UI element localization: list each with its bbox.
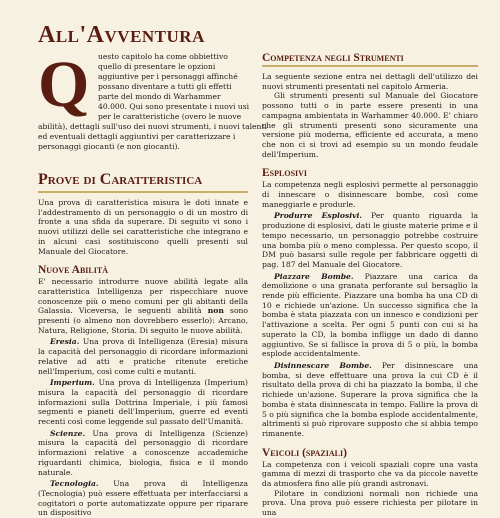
abilita-non: non	[207, 306, 224, 316]
right-column	[262, 52, 478, 518]
intro-line: 40.000. Qui sono presentate i nuovi usi	[98, 102, 250, 111]
heading-esplosivi: Esplosivi	[262, 167, 308, 180]
dropcap	[38, 48, 94, 121]
esplosivi-produrre	[262, 211, 478, 269]
intro-block	[38, 48, 267, 161]
paragraph-strumenti-2: Gli strumenti presenti sul Manuale del Giocatore possono tutti o in parte essere presenti in una campagna ambientata in Warhammer 40.000. E' chiaro che gli strumenti presenti sono sicuramente una versione più moderna, efficiente ed accurata, a meno che non ci si trovi ad esempio su un mondo feudale dell'Imperium.	[262, 91, 478, 159]
intro-line: aggiuntive per i personaggi affinché	[98, 72, 238, 81]
heading-rule	[262, 65, 478, 67]
heading-prove: Prove di Caratteristica	[38, 171, 203, 188]
intro-line: uesto capitolo ha come obbiettivo	[98, 52, 228, 61]
heading-rule	[38, 191, 248, 193]
skill-name: Scienze.	[50, 428, 86, 438]
item-text: Per quanto riguarda la produzione di esplosivi, dati le giuste materie prime e il tempo necessario, un personaggio potrebbe costruire una bomba più o meno complessa. Per questo scopo, il DM può basarsi sulle regole per fabbricare oggetti di pag. 187 del Manuale del Giocatore.	[262, 211, 478, 269]
heading-veicoli: Veicoli (spaziali)	[262, 446, 347, 459]
skill-imperium	[38, 378, 248, 427]
skill-name: Imperium.	[50, 378, 95, 388]
abilita-text-2: sono presenti (o almeno non dovrebbero esserlo): Arcano, Natura, Religione, Storia. Di seguito le nuove abilità.	[38, 306, 248, 335]
intro-line: per le caratteristiche (overo le nuove	[98, 112, 242, 121]
skill-eresia	[38, 337, 248, 376]
esplosivi-piazzare	[262, 272, 478, 359]
skill-text: Una prova di Intelligenza (Scienze) misura la capacità del personaggio di ricordare informazioni relative a conoscenze accademiche riguardanti chimica, biologia, fisica e il mondo naturale.	[38, 428, 248, 477]
skill-name: Eresia.	[50, 337, 80, 347]
item-text: Piazzare una carica da demolizione o una granata perforante sul bersaglio la rende più efficiente. Piazzare una bomba ha una CD di 10 e richiede un'azione. Un successo significa che la bomba è stata piazzata con un innesco e condizioni per l'attivazione a scelta. Per ogni 5 punti con cui si ha superato la CD, la bomba infligge un dado di danno aggiuntivo. Se si fallisce la prova di 5 o più, la bomba esplode accidentalmente.	[262, 271, 478, 359]
skill-scienze	[38, 429, 248, 478]
abilita-text-1: E' necessario introdurre nuove abilità legate alla caratteristica Intelligenza per rispecchiare nuove conoscenze più o meno comuni per gli abitanti della Galassia. Viceversa, le seguenti abilità	[38, 277, 248, 316]
heading-abilita: Nuove Abilità	[38, 264, 108, 277]
dropcap-letter: Q	[38, 48, 90, 121]
intro-line: possano diventare a tutti gli effetti	[98, 82, 232, 91]
intro-line: quello di presentare le opzioni	[98, 62, 216, 71]
item-name: Piazzare Bombe.	[274, 271, 354, 281]
item-name: Produrre Esplosivi.	[274, 211, 363, 221]
item-name: Disinnescare Bombe.	[274, 360, 372, 370]
paragraph-esplosivi: La competenza negli esplosivi permette al personaggio di innescare o disinnescare bombe, così come maneggiarle e produrle.	[262, 180, 478, 209]
skill-text: Una prova di Intelligenza (Eresia) misura la capacità del personaggio di ricordare informazioni relative ad atti e pratiche ritenute eretiche nell'Imperium, così come culti e mutanti.	[38, 337, 248, 376]
paragraph-abilita	[38, 277, 248, 335]
left-column	[38, 48, 267, 518]
skill-text: Una prova di Intelligenza (Imperium) misura la capacità del personaggio di ricordare informazioni sulla Dottrina Imperiale, i più famosi segmenti e pianeti dell'Imperium, guerre ed eventi recenti così come leggende sul passato dell'Umanità.	[38, 378, 248, 427]
item-text: Per disinnescare una bomba, si deve effettuare una prova la cui CD è il risultato della prova di chi ha piazzato la bomba, il che richiede un'azione. Superare la prova significa che la bomba è stata disinnescata in tempo. Fallire la prova di 5 o più significa che la bomba esplode accidentalmente, altrimenti si può riprovare supposto che si abbia tempo rimanente.	[262, 360, 478, 438]
intro-line: personaggi giocanti (e non giocanti).	[38, 142, 180, 151]
heading-strumenti: Competenza negli Strumenti	[262, 52, 404, 64]
skill-tecnologia	[38, 479, 248, 518]
paragraph-veicoli-2: Pilotare in condizioni normali non richiede una prova. Una prova può essere richiesta per pilotare in una	[262, 488, 478, 518]
page-title: All'Avventura	[38, 22, 205, 48]
skill-text: Una prova di Intelligenza (Tecnologia) può essere effettuata per interfacciarsi a cogitatori o porte automatizzate oppure per riparare un dispositivo	[38, 479, 248, 518]
paragraph-veicoli-1: La competenza con i veicoli spaziali copre una vasta gamma di mezzi di trasporto che va da piccole navette da atmosfera fino alle più grandi astronavi.	[262, 459, 478, 489]
paragraph-strumenti-1: La seguente sezione entra nei dettagli dell'utilizzo dei nuovi strumenti presentati nel capitolo Armeria.	[262, 72, 478, 91]
paragraph-prove: Una prova di caratteristica misura le doti innate e l'addestramento di un personaggio o di un mostro di fronte a una sfida da superare. Di seguito vi sono i nuovi utilizzi delle sei caratteristiche che integrano e in alcuni casi sostituiscono quelli presenti sul Manuale del Giocatore.	[38, 198, 248, 256]
intro-line: parte del mondo di Warhammer	[98, 92, 221, 101]
esplosivi-disinnescare	[262, 361, 478, 439]
intro-line: abilità), dettagli sull'uso dei nuovi strumenti, i nuovi talenti	[38, 122, 267, 131]
skill-name: Tecnologia.	[50, 479, 99, 489]
intro-line: ed eventuali dettagli aggiuntivi per caratterizzare i	[38, 132, 236, 141]
